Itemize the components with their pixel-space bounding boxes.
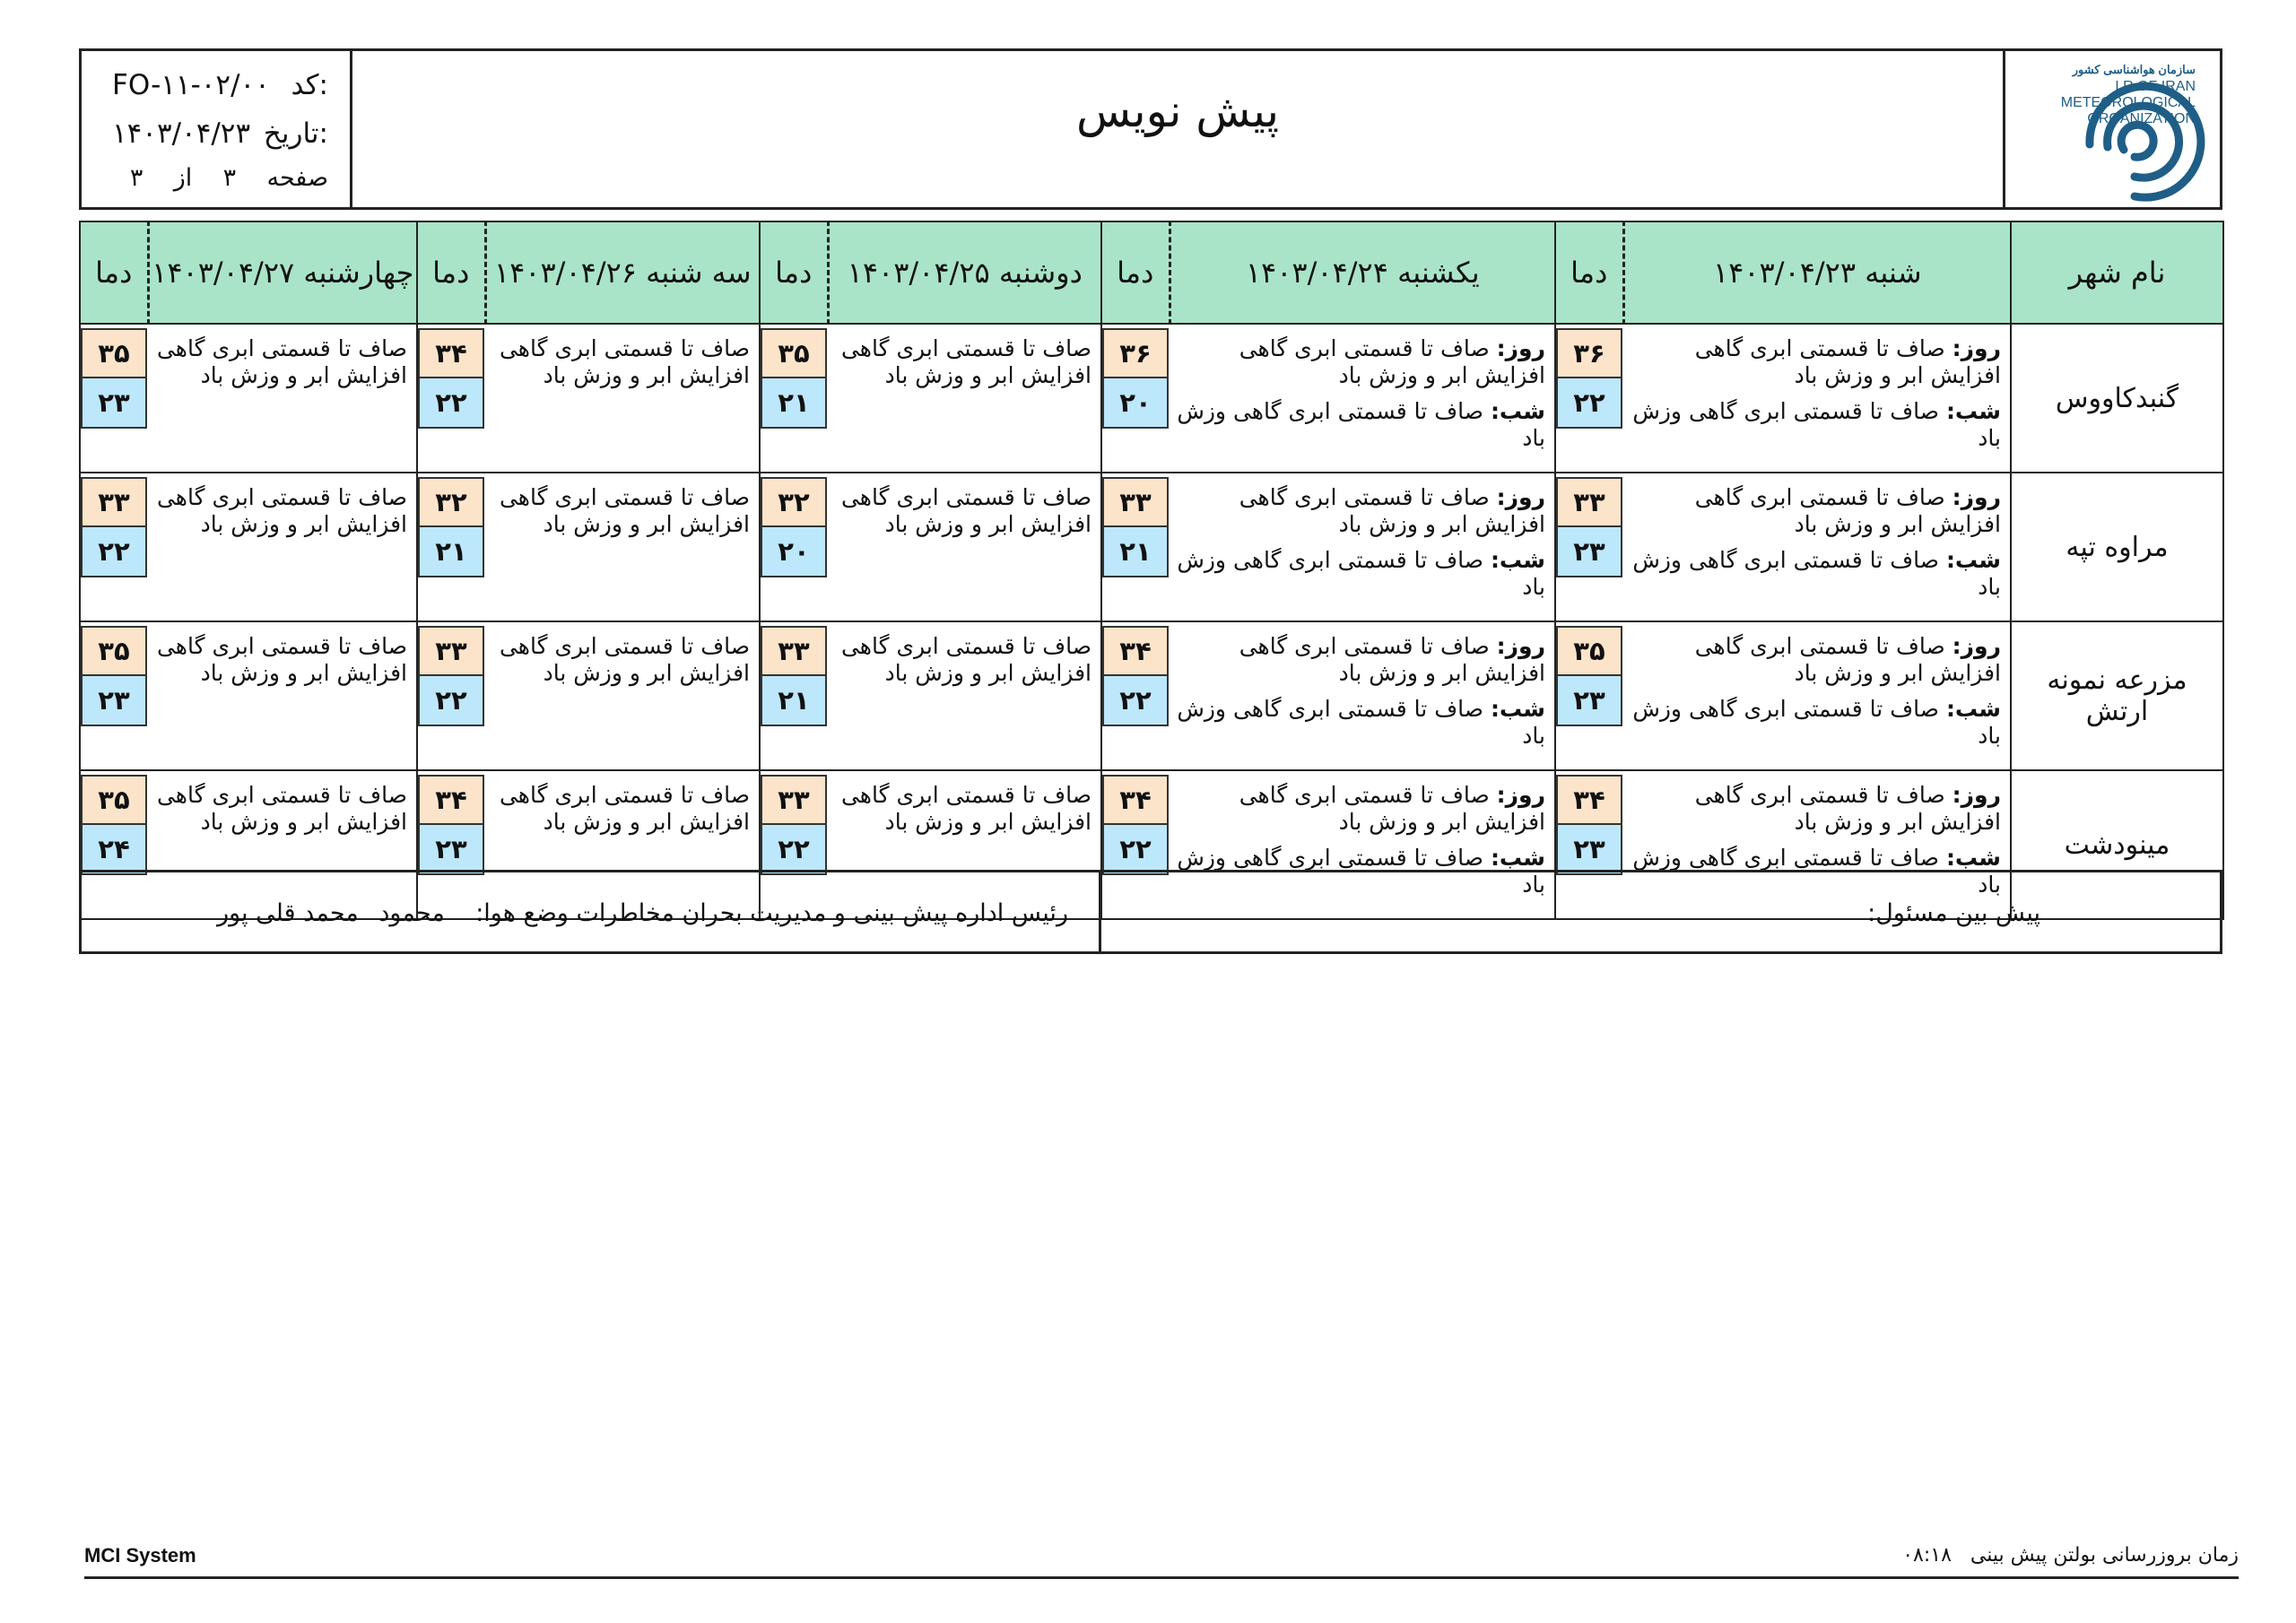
min-temp: ۲۲: [1102, 676, 1169, 726]
page-label: صفحه: [266, 164, 328, 192]
day-label: روز:: [1952, 633, 2001, 659]
max-temp: ۳۵: [761, 328, 827, 378]
night-forecast: [1629, 547, 2001, 601]
page-footer: [84, 1544, 2239, 1579]
min-temp: ۲۳: [1556, 676, 1622, 726]
page-indicator: [130, 164, 328, 192]
logo-text-fa: سازمان هواشناسی کشور: [2072, 63, 2196, 76]
day-text: صاف تا قسمتی ابری گاهی افزایش ابر و وزش باد: [1239, 484, 1545, 537]
page-current: ۳: [222, 164, 237, 192]
day-header: چهارشنبه ۱۴۰۳/۰۴/۲۷: [148, 221, 417, 324]
day-header: سه شنبه ۱۴۰۳/۰۴/۲۶: [485, 221, 760, 324]
temp-cell: [417, 324, 485, 473]
min-temp: ۲۱: [761, 378, 827, 429]
min-temp: ۲۳: [81, 378, 147, 429]
page-total: ۳: [129, 164, 144, 192]
table-row: [80, 324, 2223, 473]
max-temp: ۳۴: [1556, 775, 1622, 825]
day-forecast: [1175, 782, 1545, 836]
date-value: ۱۴۰۳/۰۴/۲۳: [112, 117, 251, 150]
day-header: شنبه ۱۴۰۳/۰۴/۲۳: [1623, 221, 2011, 324]
night-label: شب:: [1945, 696, 2001, 722]
forecast-text: صاف تا قسمتی ابری گاهی افزایش ابر و وزش باد: [148, 473, 417, 621]
min-temp: ۲۱: [761, 676, 827, 726]
temp-cell: [1555, 473, 1623, 621]
organization-logo: [2003, 51, 2220, 207]
table-row: [80, 473, 2223, 621]
footer-divider: [1099, 872, 1101, 951]
forecast-day-night: [1623, 324, 2011, 473]
forecast-text: صاف تا قسمتی ابری گاهی افزایش ابر و وزش باد: [485, 770, 760, 919]
day-text: صاف تا قسمتی ابری گاهی افزایش ابر و وزش باد: [1239, 782, 1545, 835]
max-temp: ۳۶: [1102, 328, 1169, 378]
night-text: صاف تا قسمتی ابری گاهی وزش باد: [1632, 696, 2001, 749]
night-label: شب:: [1490, 398, 1545, 424]
city-header: نام شهر: [2011, 221, 2223, 324]
max-temp: ۳۴: [418, 775, 484, 825]
forecaster-label: پیش بین مسئول:: [1867, 899, 2040, 927]
night-text: صاف تا قسمتی ابری گاهی وزش باد: [1177, 845, 1545, 898]
code-label: کد:: [291, 69, 328, 101]
max-temp: ۳۳: [418, 626, 484, 676]
forecast-text: صاف تا قسمتی ابری گاهی افزایش ابر و وزش باد: [148, 324, 417, 473]
temp-cell: [80, 324, 148, 473]
forecast-text: صاف تا قسمتی ابری گاهی افزایش ابر و وزش باد: [485, 621, 760, 770]
temp-cell: [1555, 621, 1623, 770]
date-row: [82, 110, 350, 157]
min-temp: ۲۳: [1556, 825, 1622, 875]
max-temp: ۳۴: [418, 328, 484, 378]
temp-cell: [1101, 621, 1170, 770]
head-last-name: محمد قلی پور: [217, 899, 359, 927]
night-text: صاف تا قسمتی ابری گاهی وزش باد: [1177, 398, 1545, 451]
forecast-text: صاف تا قسمتی ابری گاهی افزایش ابر و وزش باد: [485, 324, 760, 473]
forecast-text: صاف تا قسمتی ابری گاهی افزایش ابر و وزش باد: [148, 770, 417, 919]
max-temp: ۳۴: [1102, 775, 1169, 825]
page-row: [82, 157, 350, 204]
head-label: رئیس اداره پیش بینی و مدیریت بحران مخاطرات وضع هوا:: [475, 899, 1068, 927]
date-label: تاریخ:: [263, 117, 328, 150]
document-title: پیش نویس: [1075, 85, 1280, 137]
forecast-day-night: [1623, 473, 2011, 621]
table-header-row: [80, 221, 2223, 324]
night-label: شب:: [1945, 845, 2001, 871]
min-temp: ۲۱: [1102, 527, 1169, 577]
temp-cell: [760, 324, 828, 473]
max-temp: ۳۵: [81, 328, 147, 378]
max-temp: ۳۵: [1556, 626, 1622, 676]
forecast-table: [79, 221, 2224, 920]
signature-box: [79, 870, 2222, 954]
day-forecast: [1629, 633, 2001, 687]
table-row: [80, 621, 2223, 770]
temp-cell: [417, 621, 485, 770]
night-forecast: [1175, 696, 1545, 750]
night-forecast: [1175, 547, 1545, 601]
forecast-day-night: [1170, 324, 1555, 473]
day-forecast: [1629, 335, 2001, 389]
max-temp: ۳۳: [81, 477, 147, 527]
forecast-text: صاف تا قسمتی ابری گاهی افزایش ابر و وزش باد: [485, 473, 760, 621]
max-temp: ۳۶: [1556, 328, 1622, 378]
day-forecast: [1175, 484, 1545, 538]
city-name: مینودشت: [2011, 770, 2223, 919]
max-temp: ۳۲: [418, 477, 484, 527]
head-signature: [217, 899, 1068, 927]
max-temp: ۳۵: [81, 775, 147, 825]
forecast-text: صاف تا قسمتی ابری گاهی افزایش ابر و وزش باد: [828, 324, 1101, 473]
day-label: روز:: [1496, 633, 1545, 659]
night-label: شب:: [1490, 845, 1545, 871]
forecast-day-night: [1170, 473, 1555, 621]
head-first-name: محمود: [378, 899, 445, 927]
forecast-day-night: [1170, 621, 1555, 770]
logo-text-en-3: ORGANIZATION: [2087, 111, 2196, 126]
min-temp: ۲۲: [1556, 378, 1622, 429]
temp-cell: [1101, 324, 1170, 473]
system-name: MCI System: [84, 1544, 196, 1567]
min-temp: ۲۳: [418, 825, 484, 875]
night-label: شب:: [1490, 696, 1545, 722]
code-row: [82, 62, 350, 108]
temp-cell: [760, 621, 828, 770]
night-text: صاف تا قسمتی ابری گاهی وزش باد: [1632, 398, 2001, 451]
night-forecast: [1629, 696, 2001, 750]
day-text: صاف تا قسمتی ابری گاهی افزایش ابر و وزش باد: [1239, 335, 1545, 388]
day-forecast: [1175, 633, 1545, 687]
code-value: FO-۱۱-۰۲/۰۰: [112, 69, 270, 101]
night-text: صاف تا قسمتی ابری گاهی وزش باد: [1177, 547, 1545, 600]
night-forecast: [1629, 398, 2001, 452]
day-text: صاف تا قسمتی ابری گاهی افزایش ابر و وزش باد: [1694, 484, 2001, 537]
temp-header: دما: [760, 221, 828, 324]
day-label: روز:: [1952, 484, 2001, 510]
day-label: روز:: [1496, 484, 1545, 510]
temp-cell: [760, 473, 828, 621]
min-temp: ۲۲: [81, 527, 147, 577]
min-temp: ۲۲: [761, 825, 827, 875]
document-meta: [82, 51, 352, 207]
min-temp: ۲۰: [761, 527, 827, 577]
min-temp: ۲۲: [418, 378, 484, 429]
temp-cell: [80, 473, 148, 621]
logo-text-en-1: I.R.OF IRAN: [2115, 79, 2196, 94]
max-temp: ۳۳: [761, 775, 827, 825]
min-temp: ۲۰: [1102, 378, 1169, 429]
forecast-text: صاف تا قسمتی ابری گاهی افزایش ابر و وزش باد: [828, 473, 1101, 621]
max-temp: ۳۴: [1102, 626, 1169, 676]
update-time-info: [1902, 1544, 2239, 1567]
page-of: از: [173, 164, 193, 192]
document-header: [79, 48, 2222, 210]
night-label: شب:: [1490, 547, 1545, 573]
city-name: مزرعه نمونه ارتش: [2011, 621, 2223, 770]
temp-cell: [417, 473, 485, 621]
day-forecast: [1629, 782, 2001, 836]
day-text: صاف تا قسمتی ابری گاهی افزایش ابر و وزش باد: [1694, 335, 2001, 388]
min-temp: ۲۲: [1102, 825, 1169, 875]
day-text: صاف تا قسمتی ابری گاهی افزایش ابر و وزش باد: [1239, 633, 1545, 686]
max-temp: ۳۵: [81, 626, 147, 676]
day-text: صاف تا قسمتی ابری گاهی افزایش ابر و وزش باد: [1694, 782, 2001, 835]
temp-cell: [80, 621, 148, 770]
day-label: روز:: [1496, 335, 1545, 361]
max-temp: ۳۳: [1556, 477, 1622, 527]
forecast-text: صاف تا قسمتی ابری گاهی افزایش ابر و وزش باد: [828, 770, 1101, 919]
min-temp: ۲۱: [418, 527, 484, 577]
temp-header: دما: [80, 221, 148, 324]
day-label: روز:: [1952, 782, 2001, 808]
night-label: شب:: [1945, 547, 2001, 573]
update-time: ۰۸:۱۸: [1902, 1544, 1952, 1567]
temp-header: دما: [1555, 221, 1623, 324]
temp-header: دما: [417, 221, 485, 324]
city-name: گنبدکاووس: [2011, 324, 2223, 473]
temp-cell: [1101, 473, 1170, 621]
logo-text-en-2: METEOROLOGICAL: [2060, 95, 2196, 110]
max-temp: ۳۲: [761, 477, 827, 527]
day-forecast: [1629, 484, 2001, 538]
forecast-text: صاف تا قسمتی ابری گاهی افزایش ابر و وزش باد: [828, 621, 1101, 770]
forecast-day-night: [1623, 621, 2011, 770]
day-header: دوشنبه ۱۴۰۳/۰۴/۲۵: [828, 221, 1101, 324]
day-forecast: [1175, 335, 1545, 389]
night-text: صاف تا قسمتی ابری گاهی وزش باد: [1632, 845, 2001, 898]
day-label: روز:: [1952, 335, 2001, 361]
min-temp: ۲۳: [1556, 527, 1622, 577]
update-label: زمان بروزرسانی بولتن پیش بینی: [1970, 1544, 2239, 1567]
night-text: صاف تا قسمتی ابری گاهی وزش باد: [1177, 696, 1545, 749]
max-temp: ۳۳: [1102, 477, 1169, 527]
day-header: یکشنبه ۱۴۰۳/۰۴/۲۴: [1170, 221, 1555, 324]
temp-cell: [1555, 324, 1623, 473]
city-name: مراوه تپه: [2011, 473, 2223, 621]
day-text: صاف تا قسمتی ابری گاهی افزایش ابر و وزش باد: [1694, 633, 2001, 686]
min-temp: ۲۳: [81, 676, 147, 726]
forecast-text: صاف تا قسمتی ابری گاهی افزایش ابر و وزش باد: [148, 621, 417, 770]
night-label: شب:: [1945, 398, 2001, 424]
night-forecast: [1175, 398, 1545, 452]
min-temp: ۲۲: [418, 676, 484, 726]
temp-header: دما: [1101, 221, 1170, 324]
night-text: صاف تا قسمتی ابری گاهی وزش باد: [1632, 547, 2001, 600]
max-temp: ۳۳: [761, 626, 827, 676]
min-temp: ۲۴: [81, 825, 147, 875]
day-label: روز:: [1496, 782, 1545, 808]
